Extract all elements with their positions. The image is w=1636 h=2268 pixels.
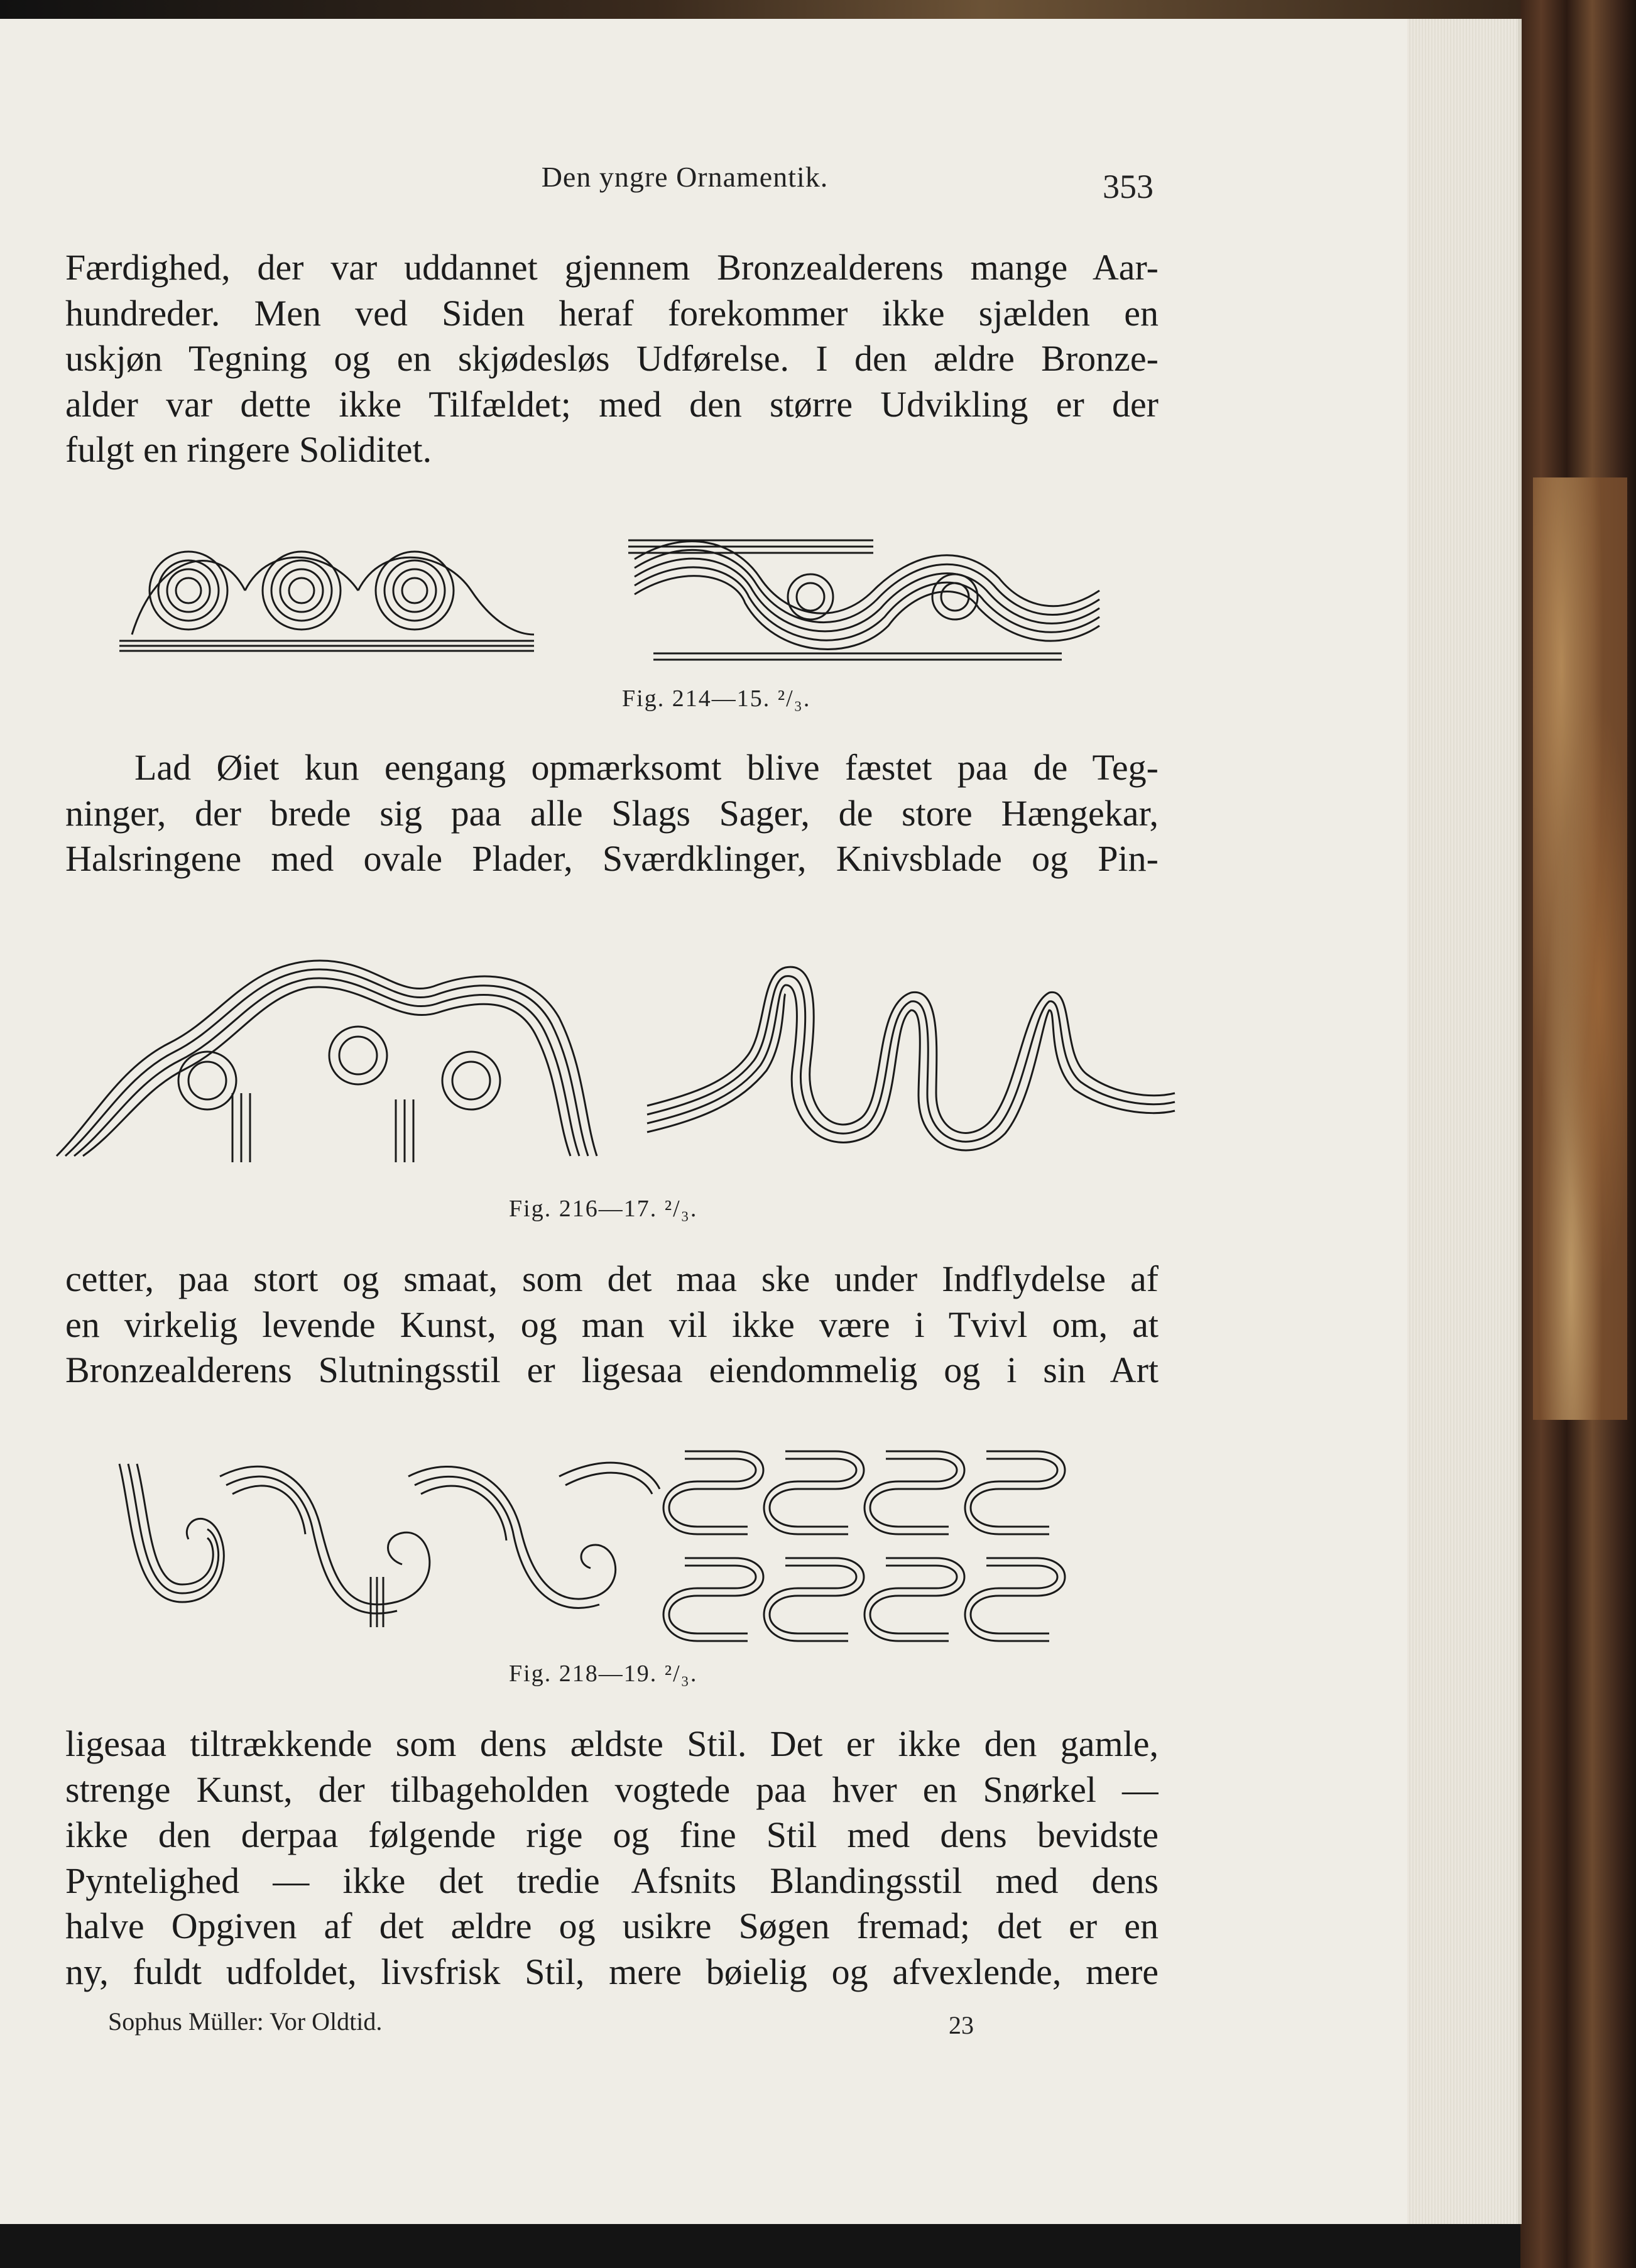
figure-216-17-ornament <box>44 930 1187 1181</box>
text-line: Pyntelighed — ikke det tredie Afsnits Blandingsstil med dens <box>65 1860 1159 1901</box>
text-line: Halsringene med ovale Plader, Sværdklinger, Knivsblade og Pin- <box>65 838 1159 879</box>
paragraph-1 <box>65 245 1159 473</box>
paragraph-2 <box>65 745 1159 882</box>
text-line: Bronzealderens Slutningsstil er ligesaa eiendommelig og i sin Art <box>65 1349 1159 1390</box>
text-line: cetter, paa stort og smaat, som det maa ske under Indflydelse af <box>65 1258 1159 1299</box>
paragraph-4 <box>65 1721 1159 1995</box>
text-line: fulgt en ringere Soliditet. <box>65 429 432 470</box>
text-line: ny, fuldt udfoldet, livsfrisk Stil, mere bøielig og afvexlende, mere <box>65 1951 1159 1992</box>
footer-author-title: Sophus Müller: Vor Oldtid. <box>108 2007 383 2036</box>
text-line: hundreder. Men ved Siden heraf forekommer ikke sjælden en <box>65 292 1159 334</box>
top-strip <box>0 0 1636 19</box>
text-line: strenge Kunst, der tilbageholden vogtede paa hver en Snørkel — <box>65 1769 1159 1810</box>
running-head: Den yngre Ornamentik. <box>541 161 829 193</box>
figure-216-17-caption: Fig. 216—17. ²/₃. <box>509 1196 698 1222</box>
horse-head-scrolls-left <box>119 1463 660 1627</box>
wave-scroll-right <box>647 967 1175 1150</box>
text-line: ikke den derpaa følgende rige og fine Stil med dens bevidste <box>65 1814 1159 1855</box>
text-line: en virkelig levende Kunst, og man vil ikke være i Tvivl om, at <box>65 1304 1159 1345</box>
text-line: ninger, der brede sig paa alle Slags Sager, de store Hængekar, <box>65 792 1159 834</box>
s-scroll-rows-right <box>663 1451 1065 1641</box>
text-line: halve Opgiven af det ældre og usikre Søgen fremad; det er en <box>65 1905 1159 1946</box>
page-number: 353 <box>1103 168 1153 205</box>
page-edges <box>1407 19 1518 2224</box>
text-line: Færdighed, der var uddannet gjennem Bronzealderens mange Aar- <box>65 247 1159 288</box>
text-line: alder var dette ikke Tilfældet; med den større Udvikling er der <box>65 383 1159 425</box>
figure-218-19-ornament <box>107 1439 1106 1665</box>
text-line: ligesaa tiltrækkende som dens ældste Stil. Det er ikke den gamle, <box>65 1723 1159 1764</box>
text-line: Lad Øiet kun eengang opmærksomt blive fæstet paa de Teg- <box>134 747 1159 788</box>
paragraph-3 <box>65 1257 1159 1393</box>
text-line: uskjøn Tegning og en skjødesløs Udførelse. I den ældre Bronze- <box>65 338 1159 379</box>
signature-mark: 23 <box>949 2011 974 2039</box>
spiral-band-left <box>119 552 534 651</box>
scroll-ornament-left <box>57 961 597 1162</box>
wave-band-right <box>628 540 1099 660</box>
figure-214-15-ornament <box>119 503 1112 679</box>
figure-218-19-caption: Fig. 218—19. ²/₃. <box>509 1660 698 1687</box>
figure-214-15-caption: Fig. 214—15. ²/₃. <box>622 685 811 712</box>
marbled-cover <box>1533 477 1627 1420</box>
